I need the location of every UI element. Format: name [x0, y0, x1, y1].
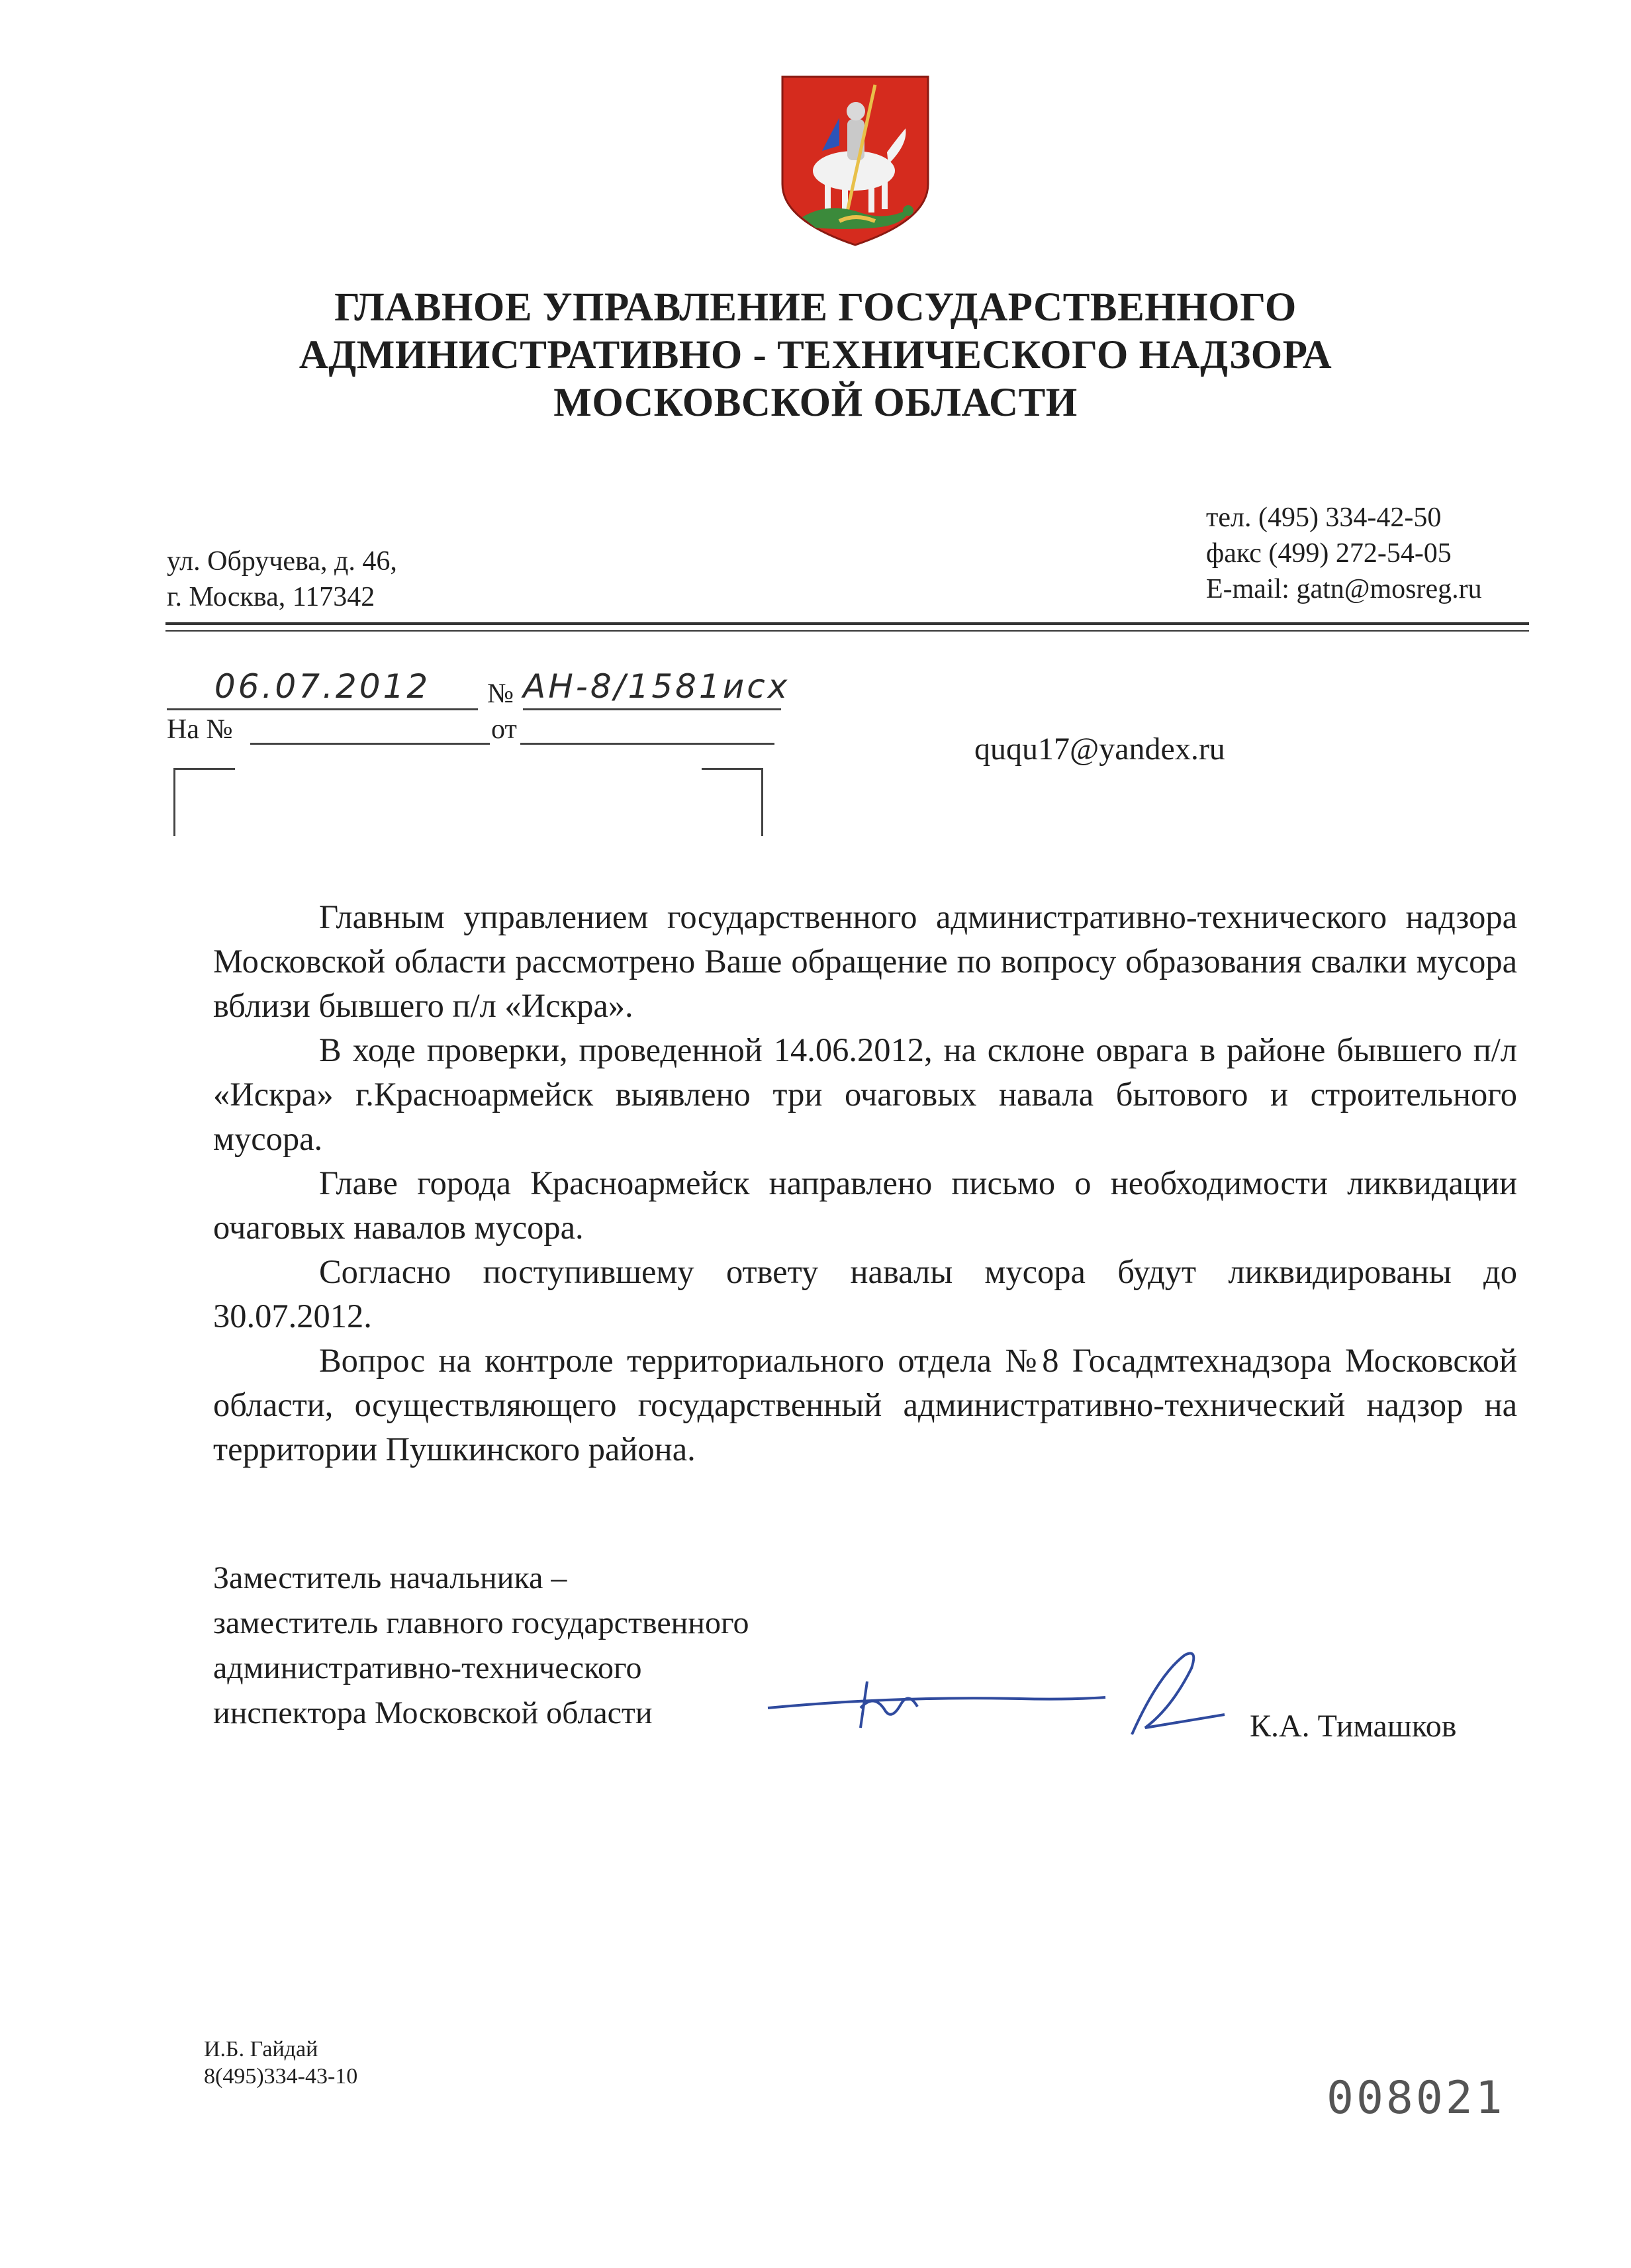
contact-block: [1206, 500, 1482, 607]
handwritten-signature: [761, 1635, 1238, 1748]
org-name-line-2: АДМИНИСТРАТИВНО - ТЕХНИЧЕСКОГО НАДЗОРА: [299, 333, 1332, 377]
from-label: от: [491, 714, 517, 745]
signatory-title-line-4: инспектора Московской области: [213, 1695, 653, 1730]
body-paragraph-1: Главным управлением государственного административно-технического надзора Московской области рассмотрено Ваше обращение по вопросу образования свалки мусора вблизи бывшего п/л «Искра».: [213, 898, 1517, 1024]
fax-number: факс (499) 272-54-05: [1206, 538, 1452, 569]
signatory-title: [213, 1556, 749, 1736]
coat-of-arms-icon: [776, 71, 935, 250]
body-paragraph-2: В ходе проверки, проведенной 14.06.2012, на склоне оврага в районе бывшего п/л «Искра» г.Красноармейск выявлено три очаговых навала бытового и строительного мусора.: [213, 1031, 1517, 1157]
header-divider-top: [165, 622, 1529, 625]
address-street: ул. Обручева, д. 46,: [167, 546, 397, 577]
signatory-name: К.А. Тимашков: [1250, 1709, 1457, 1744]
executor-phone: 8(495)334-43-10: [204, 2063, 358, 2089]
in-reply-number-field: [250, 716, 490, 745]
outgoing-number: АН-8/1581исх: [523, 667, 781, 710]
executor-name: И.Б. Гайдай: [204, 2037, 318, 2061]
body-paragraph-3: Главе города Красноармейск направлено письмо о необходимости ликвидации очаговых навалов мусора.: [213, 1164, 1517, 1246]
address-corner-right: [702, 768, 763, 836]
in-reply-label: На №: [167, 714, 233, 745]
address-block: [167, 544, 397, 616]
body-paragraph-4: Согласно поступившему ответу навалы мусора будут ликвидированы до 30.07.2012.: [213, 1253, 1517, 1335]
header-divider-bottom: [165, 630, 1529, 632]
outgoing-date: 06.07.2012: [167, 667, 478, 710]
email-address: E-mail: gatn@mosreg.ru: [1206, 573, 1482, 604]
signatory-title-line-1: Заместитель начальника –: [213, 1560, 567, 1595]
org-name-line-3: МОСКОВСКОЙ ОБЛАСТИ: [553, 381, 1078, 425]
letter-body: [213, 895, 1517, 1472]
address-corner-left: [173, 768, 235, 836]
signatory-title-line-3: административно-технического: [213, 1650, 642, 1685]
address-city: г. Москва, 117342: [167, 581, 375, 612]
executor-block: [204, 2036, 357, 2091]
body-paragraph-5: Вопрос на контроле территориального отдела №8 Госадмтехнадзора Московской области, осуществляющего государственный административно-технический надзор на территории Пушкинского района.: [213, 1342, 1517, 1468]
signatory-title-line-2: заместитель главного государственного: [213, 1605, 749, 1640]
phone-number: тел. (495) 334-42-50: [1206, 502, 1442, 533]
in-reply-date-field: [520, 716, 774, 745]
recipient-email: ququ17@yandex.ru: [974, 732, 1225, 767]
serial-number: 008021: [1327, 2072, 1505, 2124]
org-name-line-1: ГЛАВНОЕ УПРАВЛЕНИЕ ГОСУДАРСТВЕННОГО: [334, 285, 1297, 330]
number-label: №: [487, 679, 514, 709]
